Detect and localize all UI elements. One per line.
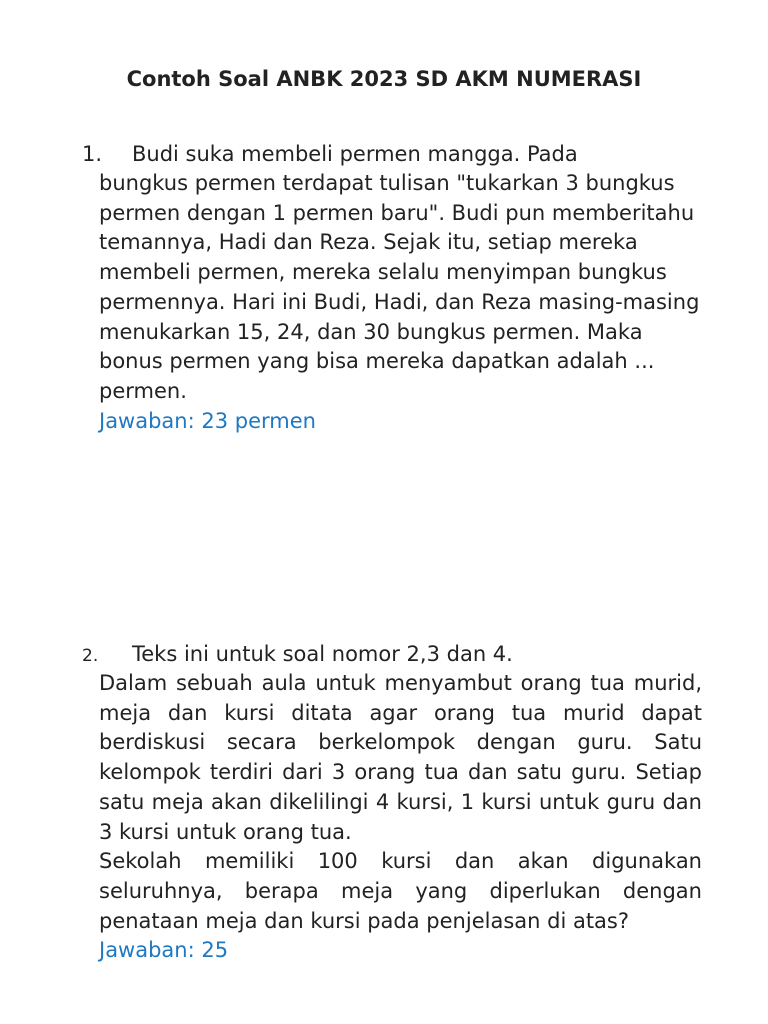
- question-first-line: Teks ini untuk soal nomor 2,3 dan 4.: [132, 642, 513, 666]
- question-text: Dalam sebuah aula untuk menyambut orang tua murid, meja dan kursi ditata agar orang tua murid dapat berdiskusi secara berkelompok dengan guru. Satu kelompok terdiri dari 3 orang tua dan satu guru. Setiap satu meja akan dikelilingi 4 kursi, 1 kursi untuk guru dan 3 kursi untuk orang tua.: [99, 671, 702, 844]
- question-number: 2.: [82, 646, 99, 666]
- document-title: Contoh Soal ANBK 2023 SD AKM NUMERASI: [126, 67, 642, 91]
- question-1-header: [82, 139, 722, 169]
- question-first-line: Budi suka membeli permen mangga. Pada: [132, 142, 578, 166]
- question-text: bungkus permen terdapat tulisan "tukarkan 3 bungkus permen dengan 1 permen baru". Budi pun memberitahu temannya, Hadi dan Reza. Sejak itu, setiap mereka membeli permen, mereka selalu menyimpan bungkus permennya. Hari ini Budi, Hadi, dan Reza masing-masing menukarkan 15, 24, dan 30 bungkus permen. Maka bonus permen yang bisa mereka dapatkan adalah ... permen.: [99, 171, 700, 403]
- answer-text: Jawaban: 23 permen: [99, 408, 316, 433]
- question-number: 1.: [82, 142, 103, 166]
- question-2-header: [82, 639, 722, 671]
- question-2-body: [99, 669, 702, 966]
- question-text: Sekolah memiliki 100 kursi dan akan digunakan seluruhnya, berapa meja yang diperlukan dengan penataan meja dan kursi pada penjelasan di atas?: [99, 849, 702, 933]
- answer-text: Jawaban: 25: [99, 938, 229, 963]
- question-1-body: [99, 169, 704, 436]
